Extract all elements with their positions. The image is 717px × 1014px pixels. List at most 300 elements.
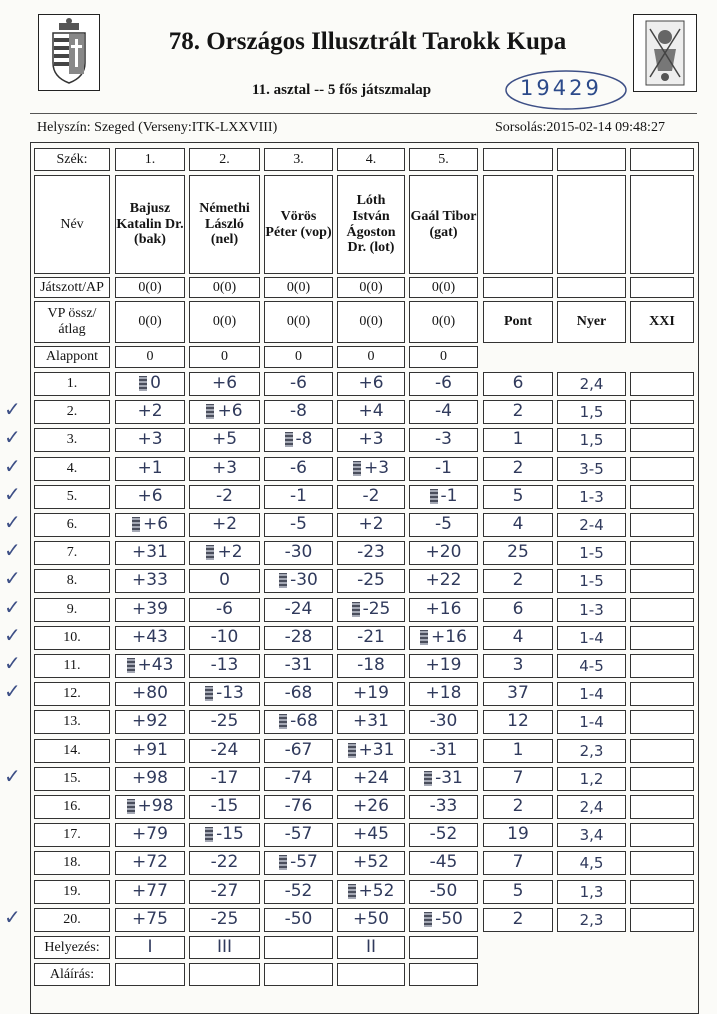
pont-cell[interactable] [483,710,553,734]
score-value: -27 [210,881,239,902]
pont-cell[interactable] [483,654,553,678]
nyer-cell[interactable] [557,485,626,509]
score-cell[interactable] [189,428,260,452]
score-value: +6 [211,373,238,394]
pont-cell[interactable] [483,513,553,537]
xxi-cell[interactable] [630,739,694,763]
pont-cell[interactable] [483,457,553,481]
xxi-cell[interactable] [630,823,694,847]
nyer-cell[interactable] [557,823,626,847]
xxi-cell[interactable] [630,710,694,734]
header-rule [30,113,697,114]
nyer-cell[interactable] [557,457,626,481]
score-cell[interactable] [115,682,185,706]
pont-value: 37 [507,683,529,704]
score-value: +3 [211,458,238,479]
round-number: 7. [34,541,110,565]
pont-cell[interactable] [483,851,553,875]
score-value: -5 [290,514,307,535]
nyer-cell[interactable] [557,682,626,706]
score-cell[interactable] [409,767,478,791]
score-cell[interactable] [115,654,185,678]
score-value: -6 [290,373,307,394]
score-cell[interactable] [409,598,478,622]
score-sheet-table [30,142,699,1014]
score-cell[interactable] [189,767,260,791]
score-cell[interactable] [264,428,333,452]
score-cell[interactable] [409,823,478,847]
score-cell[interactable] [115,569,185,593]
xxi-cell[interactable] [630,654,694,678]
player-name: Lóth István Ágoston Dr. (lot) [337,175,405,274]
xxi-cell[interactable] [630,908,694,932]
score-value: +16 [431,627,467,648]
score-cell[interactable] [115,710,185,734]
score-cell[interactable] [115,598,185,622]
score-cell[interactable] [189,739,260,763]
score-cell[interactable] [189,880,260,904]
score-cell[interactable] [264,457,333,481]
player-name: Gaál Tibor (gat) [409,175,478,274]
nyer-value: 1-5 [579,543,604,562]
ranking-cell[interactable] [264,936,333,959]
pont-cell[interactable] [483,626,553,650]
score-value: -1 [435,458,452,479]
score-value: -17 [210,768,239,789]
handwritten-id: 19429 [520,76,602,100]
score-value: -6 [290,458,307,479]
dealer-marker-icon [424,912,432,927]
round-number: 4. [34,457,110,481]
score-value: -8 [295,429,313,450]
score-cell[interactable] [264,654,333,678]
score-cell[interactable] [337,880,405,904]
score-cell[interactable] [115,880,185,904]
pont-value: 25 [507,542,529,563]
pont-cell[interactable] [483,541,553,565]
score-cell[interactable] [115,795,185,819]
pont-value: 2 [512,796,524,817]
nyer-value: 1,5 [579,402,604,421]
score-cell[interactable] [264,400,333,424]
pont-cell[interactable] [483,767,553,791]
score-cell[interactable] [189,485,260,509]
score-cell[interactable] [409,626,478,650]
score-cell[interactable] [337,513,405,537]
dealer-marker-icon [206,404,214,419]
check-mark-icon: ✓ [4,538,21,562]
score-value: +98 [137,796,174,817]
base-value: 0 [264,346,333,368]
pont-cell[interactable] [483,485,553,509]
pont-cell[interactable] [483,823,553,847]
dealer-marker-icon [420,630,428,645]
dealer-marker-icon [352,602,360,617]
blank-header-cell [557,148,626,171]
nyer-cell[interactable] [557,598,626,622]
pont-cell[interactable] [483,569,553,593]
score-cell[interactable] [115,767,185,791]
score-value: -68 [290,711,318,732]
score-value: +98 [132,768,168,789]
score-cell[interactable] [189,908,260,932]
round-number: 16. [34,795,110,819]
pont-cell[interactable] [483,372,553,396]
ranking-cell[interactable] [409,936,478,959]
score-cell[interactable] [337,908,405,932]
score-cell[interactable] [337,795,405,819]
nyer-cell[interactable] [557,569,626,593]
base-label: Alappont [34,346,110,368]
played-value: 0(0) [264,277,333,298]
score-cell[interactable] [264,626,333,650]
score-cell[interactable] [115,457,185,481]
nyer-value: 2-4 [579,515,604,534]
score-cell[interactable] [264,569,333,593]
score-value: -50 [435,909,463,930]
score-value: -25 [362,599,391,620]
nyer-cell[interactable] [557,626,626,650]
pont-value: 3 [512,655,524,676]
score-cell[interactable] [409,372,478,396]
score-cell[interactable] [115,400,185,424]
score-cell[interactable] [189,541,260,565]
pont-value: 4 [512,627,524,648]
signature-cell[interactable] [189,963,260,986]
score-value: +5 [211,429,238,450]
dealer-marker-icon [205,686,213,701]
xxi-cell[interactable] [630,457,694,481]
score-cell[interactable] [409,880,478,904]
check-mark-icon: ✓ [4,397,21,421]
score-cell[interactable] [264,372,333,396]
xxi-cell[interactable] [630,682,694,706]
round-number: 3. [34,428,110,452]
dealer-marker-icon [424,771,432,786]
played-value: 0(0) [189,277,260,298]
nyer-value: 1-5 [579,571,604,590]
score-cell[interactable] [115,485,185,509]
nyer-cell[interactable] [557,428,626,452]
score-value: -30 [290,570,318,591]
score-cell[interactable] [337,654,405,678]
xxi-cell[interactable] [630,400,694,424]
score-cell[interactable] [409,485,478,509]
score-cell[interactable] [115,541,185,565]
score-cell[interactable] [409,795,478,819]
score-cell[interactable] [115,428,185,452]
score-value: -31 [284,655,313,676]
score-value: -30 [429,711,458,732]
score-cell[interactable] [409,682,478,706]
score-cell[interactable] [409,513,478,537]
xxi-cell[interactable] [630,598,694,622]
score-cell[interactable] [115,739,185,763]
pont-cell[interactable] [483,400,553,424]
score-cell[interactable] [189,823,260,847]
seat-number: 2. [189,148,260,171]
score-value: -33 [429,796,458,817]
score-cell[interactable] [115,372,185,396]
score-cell[interactable] [264,908,333,932]
check-mark-icon: ✓ [4,651,21,675]
nyer-value: 2,4 [579,797,604,816]
nyer-value: 2,3 [579,910,604,929]
score-cell[interactable] [264,541,333,565]
base-value: 0 [409,346,478,368]
pont-value: 6 [512,599,524,620]
signature-cell[interactable] [409,963,478,986]
score-cell[interactable] [337,682,405,706]
score-cell[interactable] [409,541,478,565]
table-subtitle: 11. asztal -- 5 fős játszmalap [252,82,432,98]
nyer-cell[interactable] [557,513,626,537]
score-cell[interactable] [409,739,478,763]
played-value: 0(0) [115,277,185,298]
score-value: +22 [425,570,462,591]
score-cell[interactable] [337,598,405,622]
ranking-value: I [147,936,153,957]
nyer-cell[interactable] [557,541,626,565]
nyer-value: 2,4 [579,374,604,393]
played-value: 0(0) [337,277,405,298]
pont-cell[interactable] [483,908,553,932]
score-cell[interactable] [337,767,405,791]
xxi-cell[interactable] [630,541,694,565]
round-number: 12. [34,682,110,706]
score-value: -8 [290,401,307,422]
score-cell[interactable] [264,795,333,819]
player-name: Vörös Péter (vop) [264,175,333,274]
score-cell[interactable] [264,851,333,875]
score-cell[interactable] [337,851,405,875]
nyer-value: 1-4 [579,712,604,731]
score-cell[interactable] [115,908,185,932]
score-value: -6 [435,373,452,394]
score-value: +31 [353,711,389,732]
score-cell[interactable] [115,823,185,847]
dealer-marker-icon [279,855,287,870]
score-value: +19 [353,683,389,704]
dealer-marker-icon [127,658,135,673]
score-cell[interactable] [189,569,260,593]
nyer-cell[interactable] [557,795,626,819]
xxi-cell[interactable] [630,851,694,875]
score-cell[interactable] [409,654,478,678]
signature-cell[interactable] [264,963,333,986]
pont-cell[interactable] [483,795,553,819]
score-cell[interactable] [409,428,478,452]
ranking-cell[interactable] [115,936,185,959]
score-cell[interactable] [189,710,260,734]
score-cell[interactable] [264,710,333,734]
pont-value: 7 [512,852,524,873]
score-value: -25 [210,711,239,732]
nyer-value: 1,3 [579,882,604,901]
nyer-cell[interactable] [557,908,626,932]
score-cell[interactable] [264,485,333,509]
score-cell[interactable] [337,739,405,763]
score-cell[interactable] [264,598,333,622]
score-cell[interactable] [189,682,260,706]
xxi-cell[interactable] [630,513,694,537]
pont-value: 7 [512,768,524,789]
score-cell[interactable] [337,372,405,396]
score-cell[interactable] [337,541,405,565]
ranking-cell[interactable] [189,936,260,959]
pont-value: 19 [507,824,529,845]
check-mark-icon: ✓ [4,566,21,590]
score-cell[interactable] [189,795,260,819]
score-value: -24 [284,599,313,620]
blank-header-cell [630,175,694,274]
nyer-value: 2,3 [579,741,604,760]
score-cell[interactable] [337,485,405,509]
pont-value: 2 [512,458,524,479]
nyer-cell[interactable] [557,851,626,875]
score-cell[interactable] [189,372,260,396]
score-cell[interactable] [115,851,185,875]
score-cell[interactable] [264,767,333,791]
score-cell[interactable] [189,457,260,481]
score-value: +4 [358,401,384,422]
score-cell[interactable] [337,400,405,424]
round-number: 6. [34,513,110,537]
score-value: -31 [435,768,463,789]
score-cell[interactable] [409,908,478,932]
nyer-value: 1,2 [579,769,604,788]
nyer-cell[interactable] [557,710,626,734]
nyer-header: Nyer [557,301,626,343]
nyer-cell[interactable] [557,739,626,763]
round-number: 20. [34,908,110,932]
pont-value: 6 [512,373,524,394]
check-mark-icon: ✓ [4,905,21,929]
check-mark-icon: ✓ [4,454,21,478]
xxi-cell[interactable] [630,626,694,650]
blank-header-cell [557,277,626,298]
score-value: -6 [216,599,233,620]
score-cell[interactable] [115,626,185,650]
vp-value: 0(0) [189,301,260,343]
score-value: +2 [358,514,384,535]
score-value: -1 [290,486,307,507]
score-cell[interactable] [337,626,405,650]
nyer-value: 3-5 [579,459,604,478]
played-value: 0(0) [409,277,478,298]
nyer-cell[interactable] [557,880,626,904]
vp-value: 0(0) [115,301,185,343]
dealer-marker-icon [353,461,361,476]
score-value: +19 [425,655,462,676]
score-value: -1 [440,486,458,507]
player-name: Bajusz Katalin Dr. (bak) [115,175,185,274]
score-value: -15 [210,796,239,817]
xxi-cell[interactable] [630,569,694,593]
score-value: +2 [137,401,163,422]
xxi-cell[interactable] [630,485,694,509]
score-cell[interactable] [409,851,478,875]
score-cell[interactable] [264,513,333,537]
score-cell[interactable] [337,457,405,481]
xxi-cell[interactable] [630,795,694,819]
nyer-cell[interactable] [557,654,626,678]
score-cell[interactable] [264,823,333,847]
score-cell[interactable] [409,400,478,424]
pont-cell[interactable] [483,682,553,706]
score-value: +31 [132,542,168,563]
tarot-card-icon [633,14,697,92]
signature-cell[interactable] [115,963,185,986]
score-cell[interactable] [189,513,260,537]
xxi-cell[interactable] [630,880,694,904]
name-label: Név [34,175,110,274]
score-cell[interactable] [189,851,260,875]
pont-cell[interactable] [483,739,553,763]
score-cell[interactable] [409,569,478,593]
ranking-cell[interactable] [337,936,405,959]
score-value: -57 [290,852,318,873]
score-cell[interactable] [337,710,405,734]
score-cell[interactable] [337,569,405,593]
pont-cell[interactable] [483,428,553,452]
pont-cell[interactable] [483,880,553,904]
score-value: +79 [132,824,168,845]
nyer-value: 3,4 [579,825,604,844]
score-cell[interactable] [264,682,333,706]
score-cell[interactable] [264,739,333,763]
score-value: +24 [353,768,389,789]
dealer-marker-icon [139,376,147,391]
score-cell[interactable] [409,710,478,734]
xxi-cell[interactable] [630,372,694,396]
score-value: +6 [358,373,384,394]
score-cell[interactable] [189,598,260,622]
score-value: -18 [357,655,385,676]
round-number: 10. [34,626,110,650]
score-value: -15 [216,824,244,845]
score-value: +33 [132,570,168,591]
pont-value: 12 [507,711,529,732]
xxi-cell[interactable] [630,767,694,791]
score-value: +2 [217,542,243,563]
score-cell[interactable] [115,513,185,537]
nyer-cell[interactable] [557,372,626,396]
score-cell[interactable] [264,880,333,904]
pont-cell[interactable] [483,598,553,622]
score-value: +26 [353,796,389,817]
pont-value: 2 [512,909,524,930]
nyer-cell[interactable] [557,767,626,791]
vp-value: 0(0) [337,301,405,343]
score-cell[interactable] [337,428,405,452]
nyer-cell[interactable] [557,400,626,424]
signature-cell[interactable] [337,963,405,986]
score-cell[interactable] [409,457,478,481]
score-cell[interactable] [337,823,405,847]
xxi-cell[interactable] [630,428,694,452]
pont-value: 2 [512,401,524,422]
score-cell[interactable] [189,400,260,424]
signature-label: Aláírás: [34,963,110,986]
score-cell[interactable] [189,654,260,678]
score-cell[interactable] [189,626,260,650]
round-number: 14. [34,739,110,763]
dealer-marker-icon [205,827,213,842]
dealer-marker-icon [285,432,293,447]
score-value: +50 [353,909,389,930]
score-value: +6 [142,514,169,535]
